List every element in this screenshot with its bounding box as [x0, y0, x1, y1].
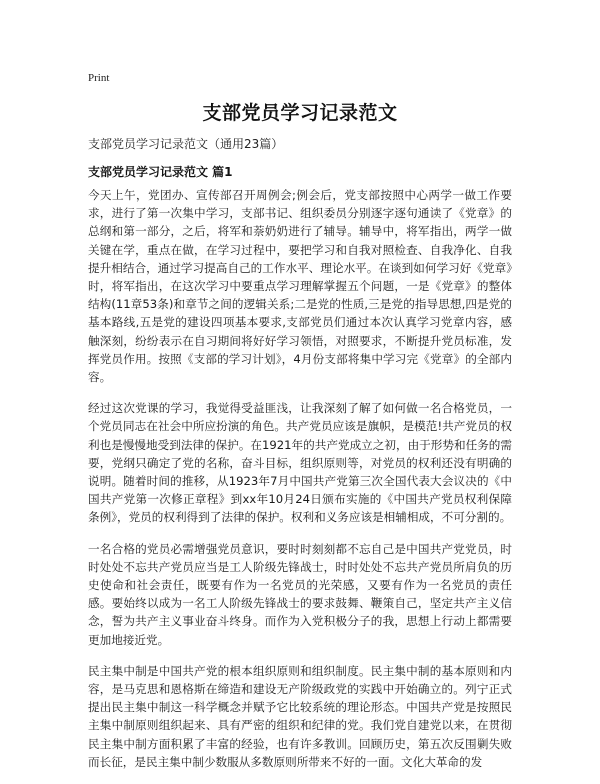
section-heading: 支部党员学习记录范文 篇1 [88, 165, 233, 179]
article-body [88, 186, 512, 784]
print-link[interactable]: Print [88, 72, 110, 84]
paragraph: 今天上午，党团办、宣传部召开周例会;例会后，党支部按照中心两学一做工作要求，进行了第一次集中学习，支部书记、组织委员分别逐字逐句通读了《党章》的总纲和第一部分，之后，将军和萘奶奶进行了辅导。辅导中，将军指出，两学一做关键在学，重点在做，在学习过程中，要把学习和自我对照检查、自我净化、自我提升相结合，通过学习提高自己的工作水平、理论水平。在谈到如何学习好《党章》时，将军指出，在这次学习中要重点学习理解掌握五个问题，一是《党章》的整体结构(11章53条)和章节之间的逻辑关系;二是党的性质,三是党的指导思想,四是党的基本路线,五是党的建设四项基本要求,支部党员们通过本次认真学习党章内容，感触深刻，纷纷表示在自习期间将好好学习领悟，对照要求，不断提升党员标准，发挥党员作用。按照《支部的学习计划》，4月份支部将集中学习完《党章》的全部内容。 [88, 188, 512, 385]
paragraph: 民主集中制是中国共产党的根本组织原则和组织制度。民主集中制的基本原则和内容，是马克思和恩格斯在缔造和建设无产阶级政党的实践中开始确立的。列宁正式提出民主集中制这一科学概念并赋予它比较系统的理论形态。中国共产党是按照民主集中制原则组织起来、具有严密的组织和纪律的党。我们党自建党以来，在贯彻民主集中制方面积累了丰富的经验，也有许多教训。回顾历史，第五次反围剿失败而长征，是民主集中制少数服从多数原则所带来不好的一面。文化大革命的发 [88, 663, 512, 769]
page-title: 支部党员学习记录范文 [202, 102, 398, 124]
document-subtitle: 支部党员学习记录范文（通用23篇） [88, 137, 284, 151]
paragraph: 一名合格的党员必需增强党员意识，要时时刻刻都不忘自己是中国共产党党员，时时处处不忘共产党员应当是工人阶级先锋战士，时时处处不忘共产党员所肩负的历史使命和社会责任，既要有作为一名党员的光荣感，又要有作为一名党员的责任感。要始终以成为一名工人阶级先锋战士的要求鼓舞、鞭策自己，坚定共产主义信念，誓为共产主义事业奋斗终身。而作为入党积极分子的我，思想上行动上都需要更加地接近党。 [88, 541, 512, 647]
paragraph: 经过这次党课的学习，我觉得受益匪浅，让我深刻了解了如何做一名合格党员，一个党员同志在社会中所应扮演的角色。共产党员应该是旗帜，是模范!共产党员的权利也是慢慢地受到法律的保护。在1921年的共产党成立之初，由于形势和任务的需要，党纲只确定了党的名称，奋斗目标，组织原则等，对党员的权利还没有明确的说明。随着时间的推移，从1923年7月中国共产党第三次全国代表大会议决的《中国共产党第一次修正章程》到xx年10月24日颁布实施的《中国共产党员权利保障条例》，党员的权利得到了法律的保护。权利和义务应该是相辅相成，不可分割的。 [88, 401, 512, 525]
